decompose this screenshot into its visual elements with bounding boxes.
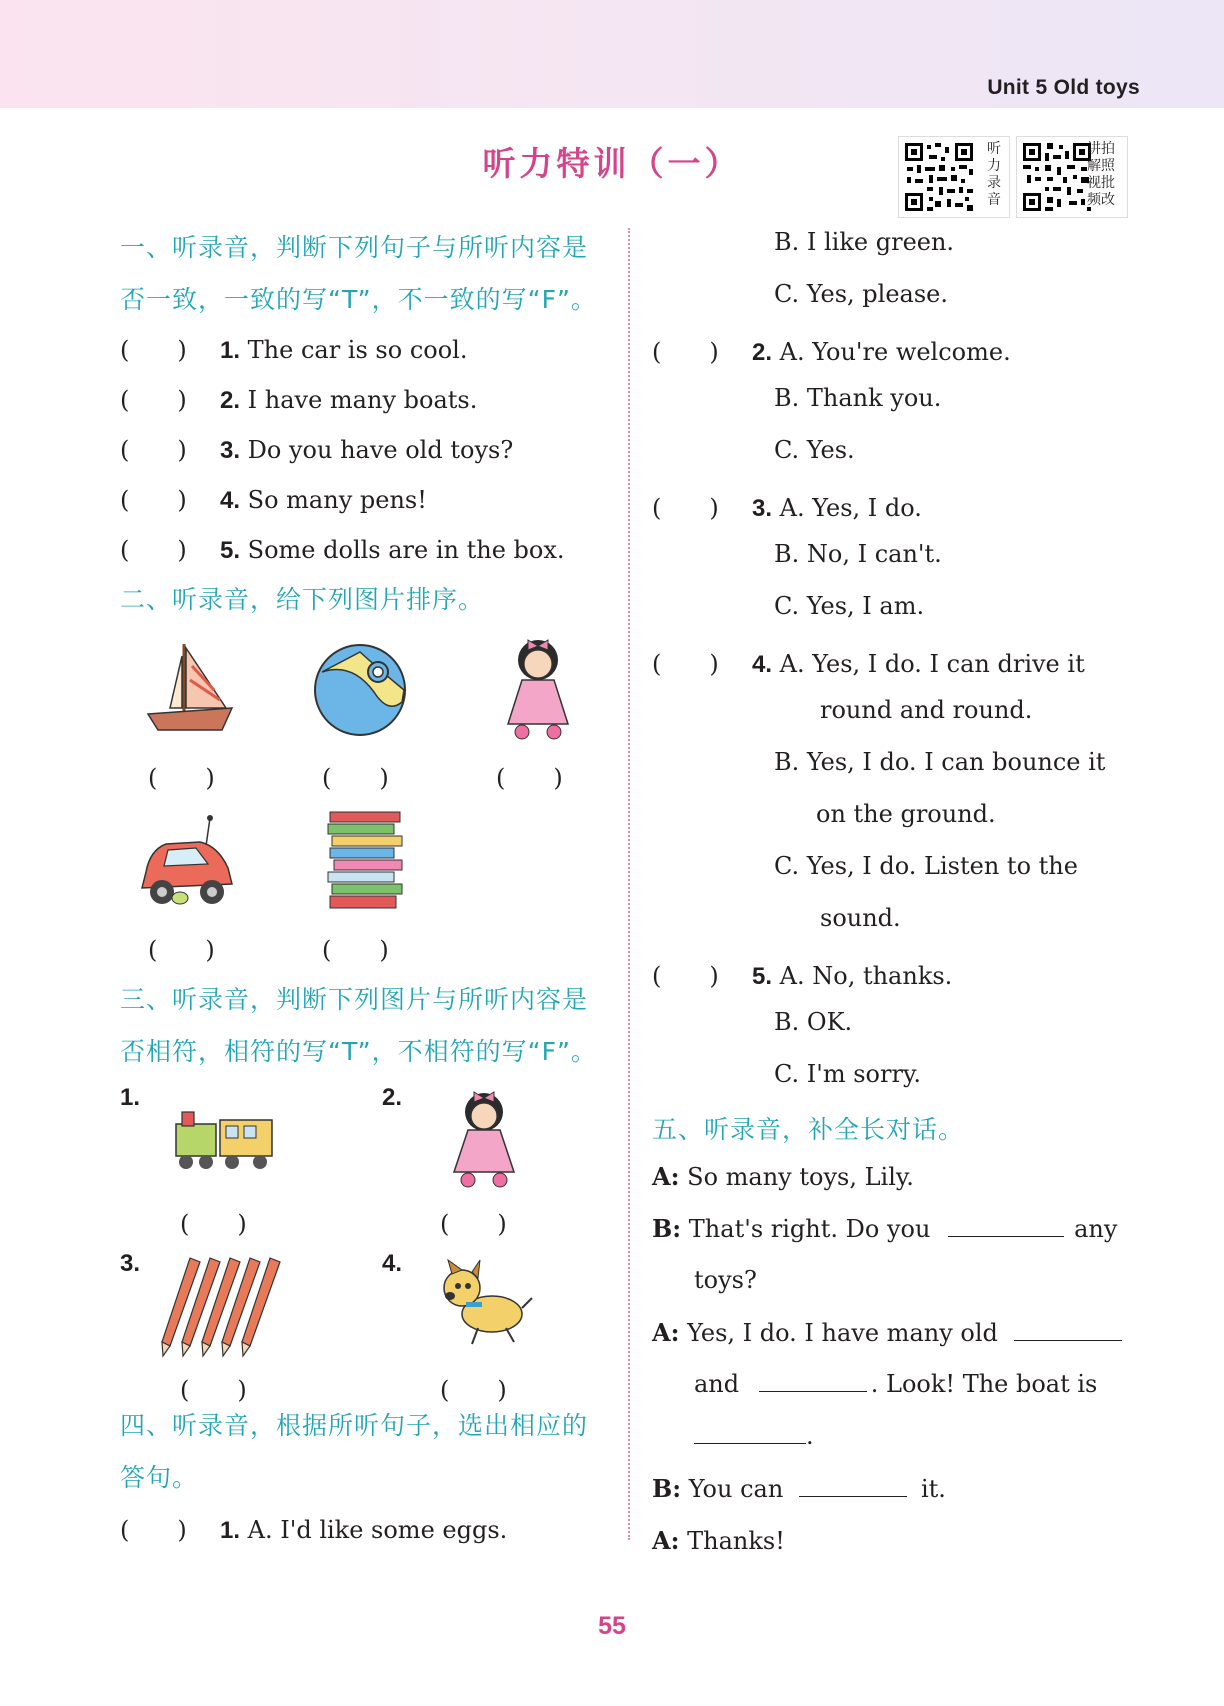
doll-picture: [496, 634, 580, 746]
s1-item-2: ( ) 2. I have many boats.: [120, 380, 477, 415]
qr-code-video[interactable]: [1016, 136, 1128, 218]
answer-paren[interactable]: ( ): [120, 1516, 187, 1544]
s3-number-1: 1.: [120, 1084, 141, 1111]
dialog-line-5: A: Thanks!: [652, 1526, 785, 1555]
unit-header: Unit 5 Old toys: [987, 76, 1140, 99]
answer-paren[interactable]: ( ): [652, 962, 719, 990]
dialog-line-2: B: That's right. Do you any: [652, 1214, 1118, 1243]
s4-q1-option-c: C. Yes, please.: [774, 280, 948, 308]
blank-field[interactable]: [948, 1216, 1064, 1237]
answer-paren[interactable]: ( ): [120, 486, 187, 514]
s4-q4-option-c-cont: sound.: [820, 904, 901, 932]
page-title: 听力特训（一）: [482, 144, 742, 183]
s4-q4-option-b-cont: on the ground.: [816, 800, 996, 828]
answer-paren[interactable]: ( ): [652, 650, 719, 678]
s1-item-3: ( ) 3. Do you have old toys?: [120, 430, 513, 465]
ball-picture: [312, 642, 408, 738]
dog-picture: [428, 1258, 536, 1348]
section-3-title-line1: 三、听录音，判断下列图片与所听内容是: [120, 985, 589, 1014]
s3-number-4: 4.: [382, 1250, 403, 1277]
qr-label-listening: 听力录音: [987, 141, 1001, 208]
section-3-title-line2: 否相符，相符的写“T”，不相符的写“F”。: [120, 1037, 597, 1066]
s4-q5-option-c: C. I'm sorry.: [774, 1060, 921, 1088]
books-picture: [324, 808, 408, 916]
qr-icon: [1021, 141, 1093, 213]
qr-code-listening[interactable]: [898, 136, 1010, 218]
answer-paren[interactable]: ( ): [440, 1210, 507, 1238]
s4-q1-option-a: ( ) 1. A. I'd like some eggs.: [120, 1510, 507, 1545]
answer-paren[interactable]: ( ): [148, 936, 215, 964]
s3-number-3: 3.: [120, 1250, 141, 1277]
blank-field[interactable]: [694, 1423, 806, 1444]
dialog-line-4: B: You can it.: [652, 1474, 946, 1503]
dialog-line-3-cont: and . Look! The boat is: [694, 1370, 1098, 1398]
answer-paren[interactable]: ( ): [496, 764, 563, 792]
qr-icon: [903, 141, 975, 213]
blank-field[interactable]: [759, 1371, 867, 1392]
section-1-title-line2: 否一致，一致的写“T”，不一致的写“F”。: [120, 285, 597, 314]
s4-q3-option-c: C. Yes, I am.: [774, 592, 925, 620]
answer-paren[interactable]: ( ): [148, 764, 215, 792]
section-1-title-line1: 一、听录音，判断下列句子与所听内容是: [120, 233, 589, 262]
s4-q2-option-a: ( ) 2. A. You're welcome.: [652, 332, 1011, 367]
section-4-title-line1: 四、听录音，根据所听句子，选出相应的: [120, 1411, 589, 1440]
doll-picture-2: [444, 1086, 524, 1192]
s4-q5-option-a: ( ) 5. A. No, thanks.: [652, 956, 952, 991]
page-number: 55: [598, 1612, 626, 1640]
section-4-title-line2: 答句。: [120, 1463, 199, 1492]
answer-paren[interactable]: ( ): [180, 1210, 247, 1238]
s4-q4-option-c: C. Yes, I do. Listen to the: [774, 852, 1078, 880]
answer-paren[interactable]: ( ): [440, 1376, 507, 1404]
answer-paren[interactable]: ( ): [120, 436, 187, 464]
s4-q1-option-b: B. I like green.: [774, 228, 955, 256]
s4-q4-option-b: B. Yes, I do. I can bounce it: [774, 748, 1106, 776]
answer-paren[interactable]: ( ): [652, 338, 719, 366]
s4-q4-option-a: ( ) 4. A. Yes, I do. I can drive it: [652, 644, 1085, 679]
pencils-picture: [158, 1254, 284, 1358]
sailboat-picture: [140, 636, 240, 736]
dialog-line-3: A: Yes, I do. I have many old: [652, 1318, 1122, 1347]
qr-label-video: 讲拍解照视批频改: [1087, 141, 1115, 208]
s4-q2-option-c: C. Yes.: [774, 436, 855, 464]
s1-item-1: ( ) 1. The car is so cool.: [120, 330, 467, 365]
blank-field[interactable]: [1014, 1320, 1122, 1341]
answer-paren[interactable]: ( ): [120, 386, 187, 414]
dialog-line-1: A: So many toys, Lily.: [652, 1162, 914, 1191]
s1-item-4: ( ) 4. So many pens!: [120, 480, 427, 515]
s3-number-2: 2.: [382, 1084, 403, 1111]
s4-q5-option-b: B. OK.: [774, 1008, 853, 1036]
s4-q3-option-b: B. No, I can't.: [774, 540, 942, 568]
answer-paren[interactable]: ( ): [120, 336, 187, 364]
answer-paren[interactable]: ( ): [322, 764, 389, 792]
s1-item-5: ( ) 5. Some dolls are in the box.: [120, 530, 565, 565]
answer-paren[interactable]: ( ): [322, 936, 389, 964]
section-5-title: 五、听录音，补全长对话。: [652, 1115, 965, 1144]
blank-field[interactable]: [799, 1476, 907, 1497]
toy-car-picture: [136, 812, 240, 912]
dialog-line-2-cont: toys?: [694, 1266, 757, 1294]
column-divider: [628, 228, 630, 1540]
dialog-line-3-end: .: [694, 1422, 814, 1450]
s4-q3-option-a: ( ) 3. A. Yes, I do.: [652, 488, 922, 523]
s4-q2-option-b: B. Thank you.: [774, 384, 942, 412]
answer-paren[interactable]: ( ): [180, 1376, 247, 1404]
answer-paren[interactable]: ( ): [652, 494, 719, 522]
section-2-title: 二、听录音，给下列图片排序。: [120, 585, 485, 614]
toy-train-picture: [166, 1104, 278, 1174]
s4-q4-option-a-cont: round and round.: [820, 696, 1033, 724]
answer-paren[interactable]: ( ): [120, 536, 187, 564]
